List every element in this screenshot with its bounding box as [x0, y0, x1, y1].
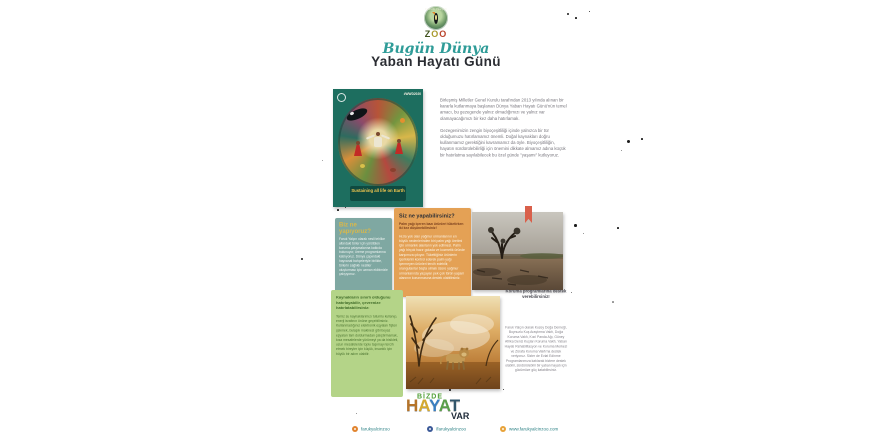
zoo-logo-emblem [424, 6, 448, 30]
page-title: Yaban Hayatı Günü [371, 54, 501, 69]
wwd2020-poster [333, 89, 423, 207]
support-title: Koruma programlarına destek verebilirsiniz! [505, 289, 567, 300]
footer-website-label: www.farukyalcinzoo.com [509, 426, 559, 432]
hayat-letter: T [449, 396, 461, 415]
child-figure-dress [354, 145, 362, 156]
footer-facebook-label: /farukyalcinzoo [436, 426, 467, 432]
hayat-letter: A [438, 396, 450, 415]
poster-caption-banner [350, 186, 406, 201]
footer-facebook-link[interactable] [427, 424, 496, 434]
facebook-icon [427, 426, 433, 432]
zoo-brand-name: FARUK YALÇIN [425, 8, 447, 11]
page-title-script: Bugün Dünya [382, 41, 490, 57]
what-we-do-body: Faruk Yalçın olarak nesli tehlike altındaki türler için yürütülen koruma çalışmalarına katkıda bulunuyor, üreme programlarına katılıyoruz. Dünya çapındaki hayvanat bahçeleriyle birlikte, türlerin sağlıklı nesiller oluşturması için uzman ekibimizle çalışıyoruz. [339, 237, 388, 277]
footer-instagram-link[interactable] [352, 424, 419, 434]
child-figure-body [374, 137, 382, 147]
what-you-can-do-subtitle: Palm yağı içeren bazı ürünleri tüketirken iki kez düşünebilirsiniz! [399, 222, 464, 231]
what-we-do-card [335, 218, 392, 293]
collage-dot [390, 168, 396, 172]
wildlife-collage-illustration [338, 98, 418, 186]
un-cites-logo-icon [337, 93, 346, 102]
toucan-belly [435, 15, 437, 20]
bizde-hayat-var-logo [403, 392, 483, 426]
wildfire-lion-photo [406, 296, 500, 389]
child-figure [356, 141, 360, 145]
bhv-line-bizde: BİZDE [417, 392, 443, 400]
support-body: Faruk Yalçın olarak Kuzey Doğa Derneği, Boynuzlu Kuş Araştırma Vakfı, Doğa Koruma Vakfı, Kızıl Panda Ağı, Güney Afrika Deniz Kuşları Koruma Vakfı, Yaban Hayatı Rehabilitasyon ve Koruma Merkezi ve Zürafa Koruma Vakfı'na destek veriyoruz. Sizler de Evlat Edinme Programlarımıza katılarak bizlere destek olabilir, sürdürülebilir bir yaban hayatı için gücümüze güç katabilirsiniz. [504, 325, 568, 372]
what-you-can-do-title: Siz ne yapabilirsiniz? [399, 213, 455, 219]
zoo-letter: O [439, 29, 448, 39]
intro-paragraph: Gezegenimizin zengin biyoçeşitliliği içinde yalnızca bir tür olduğumuzu hatırlamamız önemli. Doğal kaynakları doğru kullanmamız gerektiğini kavramamız da öyle. Biyoçeşitliliğin, hayatın sürdürülebilirliği için önemini dikkate almamız adına küçük bir hatırlatma sayılabilecek bu özel günde "yaşamı" kutluyoruz. [440, 127, 566, 158]
support-programs-block [504, 289, 568, 438]
collage-dot [400, 118, 405, 123]
zoo-letter: Z [424, 29, 432, 39]
toucan-beak-icon [432, 12, 435, 15]
what-we-do-title: Biz ne yapıyoruz? [339, 221, 371, 235]
hayat-letter: A [418, 396, 429, 415]
footer-instagram-label: farukyalcinzoo [361, 426, 390, 432]
reminder-body: Temiz su kaynaklarımızı tutumlu kullanıp, enerji israfının önüne geçebilirsiniz. Kullanmadığınız elektronik eşyaları fişten çekmek, bulaşık makinesi gibi beyaz eşyaları tam doldurmadan çalıştırmamak, kısa mesafelerde yürümeyi ya da bisikleti, uzun mesafelerde toplu taşımayı tercih etmek bireyler için küçük, insanlık için büyük bir adım olabilir. [336, 314, 399, 356]
reminder-title: Kaynakların sınırlı olduğunu hatırlayabilir, çevrenize hatırlatabilirsiniz: [336, 295, 391, 311]
orca-illustration [345, 106, 369, 123]
deforestation-photo [472, 212, 563, 290]
intro-paragraph: Birleşmiş Milletler Genel Kurulu tarafından 2013 yılında alınan bir kararla kutlanmaya başlanan Dünya Yaban Hayatı Günü'nün temel amacı, bu gezegende yalnız olmadığımızı ve yalnız var olamayacağımızı bir kez daha hatırlamak. [440, 97, 567, 121]
instagram-icon [352, 426, 358, 432]
child-figure [376, 132, 380, 136]
hayat-letter: Y [429, 396, 439, 415]
child-figure-dress [395, 143, 403, 154]
poster-caption: Sustaining all life on Earth [351, 188, 405, 194]
child-figure [397, 139, 401, 143]
globe-icon [500, 426, 506, 432]
zoo-letter: O [431, 29, 440, 39]
what-you-can-do-card [394, 208, 471, 297]
bhv-line-var: VAR [451, 411, 470, 421]
reminder-card [331, 290, 403, 397]
child-figure-arm [381, 134, 390, 139]
zoo-wordmark [418, 29, 454, 39]
what-you-can-do-body: Hızla yok olan yağmur ormanlarının en büyük nedenlerinden biri palm yağı üretimi için ormanlık alanların yok edilmesi. Palm yağı birçok hazır gıdada ve kozmetik üründe karşımıza çıkıyor. Tükettiğiniz ürünlerin içeriklerini kontrol ederek palm yağı içermeyen ürünleri tercih edebilir, orangutanlar başta olmak üzere yağmur ormanlarında yaşayan pek çok türün yaşam alanının korunmasına destek olabilirsiniz. [399, 234, 465, 280]
collage-dot [360, 164, 365, 168]
poster-hashtag: #WWD2020 [403, 92, 421, 96]
footer-website-link[interactable] [500, 424, 608, 434]
hayat-letter: H [406, 396, 419, 415]
